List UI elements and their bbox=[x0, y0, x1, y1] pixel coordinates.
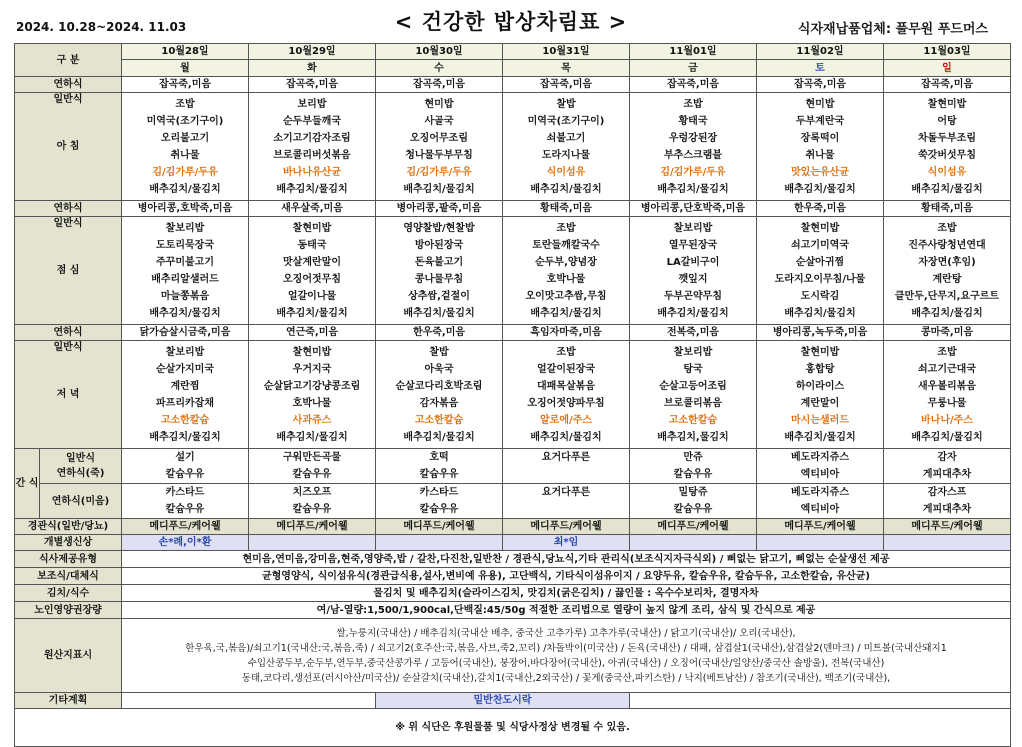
menu-cell bbox=[249, 341, 376, 449]
menu-item: 얼갈이나물 bbox=[287, 290, 337, 302]
menu-item: 쇠고기근대국 bbox=[918, 363, 976, 375]
yeonhasik-label: 연하식 bbox=[15, 325, 122, 341]
menu-item: 사과쥬스 bbox=[292, 414, 332, 426]
snack-item: 칼슘우유 bbox=[292, 469, 332, 480]
snack-item: 칼슘우유 bbox=[673, 504, 713, 515]
snack-item: 게피대추차 bbox=[922, 469, 972, 480]
menu-item: 찰밥 bbox=[429, 346, 449, 358]
menu-item: 순살코다리호박조림 bbox=[395, 380, 483, 392]
supplier-text: 식자재납품업체: 풀무원 푸드머스 bbox=[797, 22, 988, 37]
info-label: 식사제공유형 bbox=[15, 551, 122, 568]
menu-item: 브로콜리볶음 bbox=[664, 397, 722, 409]
birthday-label: 개별생신상 bbox=[15, 535, 122, 551]
yeonhasik-cell: 잡곡죽,미음 bbox=[630, 77, 757, 93]
menu-item: 배추김치/물김치 bbox=[784, 183, 856, 195]
snack-item: 카스타드 bbox=[165, 487, 205, 498]
menu-cell bbox=[122, 341, 249, 449]
menu-item: 마시는샐러드 bbox=[791, 414, 849, 426]
day-date: 11월01일 bbox=[630, 44, 757, 60]
menu-item: 배추김치/물김치 bbox=[276, 307, 348, 319]
menu-item: 미역국(조기구이) bbox=[146, 115, 224, 127]
menu-item: 조밥 bbox=[556, 346, 576, 358]
snack-item: 칼슘우유 bbox=[673, 469, 713, 480]
menu-item: 배추김치/물김치 bbox=[403, 431, 475, 443]
info-label: 노인영양권장량 bbox=[15, 602, 122, 619]
menu-item: 찰현미밥 bbox=[292, 346, 332, 358]
menu-item: 어탕 bbox=[937, 115, 957, 127]
menu-cell bbox=[249, 217, 376, 325]
menu-table bbox=[14, 43, 1011, 747]
menu-item: 오징어젓양파무침 bbox=[527, 397, 605, 409]
menu-cell bbox=[503, 93, 630, 201]
menu-item: 찰밥 bbox=[556, 98, 576, 110]
menu-item: 찰현미밥 bbox=[800, 346, 840, 358]
menu-item: 조밥 bbox=[175, 98, 195, 110]
menu-item: 차돌두부조림 bbox=[918, 132, 976, 144]
tube-cell: 메디푸드/케어웰 bbox=[249, 519, 376, 535]
other-empty bbox=[122, 693, 376, 709]
menu-item: 오리불고기 bbox=[160, 132, 210, 144]
snack-type-text: 일반식 bbox=[66, 453, 95, 464]
ilbansik-label: 일반식 bbox=[53, 341, 83, 353]
other-plan: 밑반찬도시락 bbox=[376, 693, 630, 709]
tube-label: 경관식(일반/당뇨) bbox=[15, 519, 122, 535]
yeonhasik-cell: 병아리콩,호박죽,미음 bbox=[122, 201, 249, 217]
menu-cell bbox=[376, 217, 503, 325]
menu-item: 배추김치/물김치 bbox=[911, 183, 983, 195]
day-date: 11월02일 bbox=[757, 44, 884, 60]
yeonhasik-cell: 한우죽,미음 bbox=[757, 201, 884, 217]
menu-item: 황태국 bbox=[678, 115, 708, 127]
menu-item: 열무된장국 bbox=[668, 239, 718, 251]
menu-item: 배추김치/물김치 bbox=[149, 183, 221, 195]
birthday-cell bbox=[630, 535, 757, 551]
menu-cell bbox=[630, 341, 757, 449]
meal-time-label: 점 심 bbox=[56, 264, 80, 276]
yeonhasik-cell: 잡곡죽,미음 bbox=[376, 77, 503, 93]
yeonhasik-cell: 잡곡죽,미음 bbox=[249, 77, 376, 93]
snack-item: 만쥬 bbox=[683, 452, 703, 463]
menu-item: 쇠고기미역국 bbox=[791, 239, 849, 251]
other-empty bbox=[630, 693, 1011, 709]
menu-item: 감자볶음 bbox=[419, 397, 459, 409]
origin-line: 한우육,국,볶음)/쇠고기1(국내산:국,볶음,죽) / 쇠고기2(호주산:국,볶음,사브,죽2,꼬리) /차돌박이(미국산) / 돈육(국내산) / 대패, 삼겹살1(국내산),삼겹살2(덴마크) / 미트볼(국내산돼지1 bbox=[185, 642, 947, 654]
menu-item: 콩나물무침 bbox=[414, 273, 464, 285]
menu-item: 우렁강된장 bbox=[668, 132, 718, 144]
menu-item: 바나나/주스 bbox=[921, 414, 973, 426]
yeonhasik-cell: 닭가슴살시금죽,미음 bbox=[122, 325, 249, 341]
menu-item: 찰현미밥 bbox=[800, 222, 840, 234]
menu-item: 조밥 bbox=[937, 222, 957, 234]
menu-item: 순살아귀찜 bbox=[795, 256, 845, 268]
snack-item: 칼슘우유 bbox=[292, 504, 332, 515]
birthday-cell bbox=[249, 535, 376, 551]
yeonhasik-cell: 잡곡죽,미음 bbox=[757, 77, 884, 93]
menu-item: 오징어무조림 bbox=[410, 132, 468, 144]
tube-cell: 메디푸드/케어웰 bbox=[757, 519, 884, 535]
yeonhasik-cell: 잡곡죽,미음 bbox=[503, 77, 630, 93]
menu-item: 순두부,양념장 bbox=[535, 256, 597, 268]
snack-item: 치즈오프 bbox=[292, 487, 332, 498]
snack-cell bbox=[376, 449, 503, 484]
snack-item: 감자스프 bbox=[927, 487, 967, 498]
menu-item: 우거지국 bbox=[292, 363, 332, 375]
menu-item: 찰보리밥 bbox=[673, 346, 713, 358]
menu-item: 배추김치/물김치 bbox=[911, 307, 983, 319]
snack-cell bbox=[884, 484, 1011, 519]
menu-item: 장록떡이 bbox=[800, 132, 840, 144]
info-label: 보조식/대체식 bbox=[15, 568, 122, 585]
menu-cell bbox=[630, 93, 757, 201]
day-name: 화 bbox=[249, 60, 376, 77]
meal-label bbox=[15, 93, 122, 201]
menu-item: 배추김치/물김치 bbox=[657, 307, 729, 319]
snack-item: 칼슘우유 bbox=[165, 469, 205, 480]
menu-item: 순살가지미국 bbox=[156, 363, 214, 375]
menu-item: 계란찜 bbox=[170, 380, 200, 392]
menu-item: 찰보리밥 bbox=[165, 346, 205, 358]
snack-cell bbox=[630, 449, 757, 484]
day-name: 토 bbox=[757, 60, 884, 77]
menu-item: 배추김치/물김치 bbox=[276, 183, 348, 195]
menu-item: 배추김치/물김치 bbox=[530, 183, 602, 195]
menu-cell bbox=[757, 93, 884, 201]
menu-item: 배추김치/물김치 bbox=[657, 183, 729, 195]
menu-item: 사골국 bbox=[424, 115, 454, 127]
snack-item: 게피대추차 bbox=[922, 504, 972, 515]
day-name: 수 bbox=[376, 60, 503, 77]
menu-item: 배추김치/물김치 bbox=[276, 431, 348, 443]
menu-item: 진주사랑청년연대 bbox=[908, 239, 986, 251]
birthday-cell: 손*례,이*환 bbox=[122, 535, 249, 551]
menu-item: 대패목살볶음 bbox=[537, 380, 595, 392]
snack-item: 요거다푸른 bbox=[541, 452, 591, 463]
menu-cell bbox=[122, 217, 249, 325]
menu-table-body bbox=[15, 44, 1011, 747]
yeonhasik-cell: 연근죽,미음 bbox=[249, 325, 376, 341]
menu-item: 고소한칼슘 bbox=[668, 414, 718, 426]
origin-label: 원산지표시 bbox=[15, 619, 122, 693]
menu-cell bbox=[884, 93, 1011, 201]
menu-item: 배추김치/물김치 bbox=[403, 183, 475, 195]
snack-cell bbox=[503, 449, 630, 484]
menu-item: 배추김치/물김치 bbox=[784, 431, 856, 443]
day-name: 금 bbox=[630, 60, 757, 77]
menu-item: 배추김치/물김치 bbox=[149, 307, 221, 319]
menu-item: 조밥 bbox=[683, 98, 703, 110]
menu-item: 돈육불고기 bbox=[414, 256, 464, 268]
menu-cell bbox=[884, 341, 1011, 449]
menu-item: 깻잎지 bbox=[678, 273, 708, 285]
snack-cell bbox=[249, 449, 376, 484]
menu-item: 고소한칼슘 bbox=[160, 414, 210, 426]
birthday-cell bbox=[376, 535, 503, 551]
menu-item: 호박나물 bbox=[546, 273, 586, 285]
menu-item: 도토리묵장국 bbox=[156, 239, 214, 251]
yeonhasik-cell: 콩마죽,미음 bbox=[884, 325, 1011, 341]
snack-type-text: 연하식(미음) bbox=[51, 495, 110, 507]
menu-item: 취나물 bbox=[805, 149, 835, 161]
menu-item: 취나물 bbox=[170, 149, 200, 161]
menu-item: 청나물두부무침 bbox=[405, 149, 473, 161]
menu-item: 브로콜리버섯볶음 bbox=[273, 149, 351, 161]
snack-item: 베도라지쥬스 bbox=[791, 452, 849, 463]
snack-type-text: 연하식(죽) bbox=[56, 468, 105, 479]
menu-item: 오징어젓무침 bbox=[283, 273, 341, 285]
menu-item: 주꾸미불고기 bbox=[156, 256, 214, 268]
menu-item: 계란말이 bbox=[800, 397, 840, 409]
snack-item: 밀탕쥬 bbox=[678, 487, 708, 498]
menu-item: 소기고기감자조림 bbox=[273, 132, 351, 144]
menu-item: 배추김치/물김치 bbox=[911, 431, 983, 443]
snack-cell bbox=[884, 449, 1011, 484]
snack-item: 카스타드 bbox=[419, 487, 459, 498]
menu-cell bbox=[757, 217, 884, 325]
menu-item: 배추김치/물김치 bbox=[530, 431, 602, 443]
menu-item: 부추스크램블 bbox=[664, 149, 722, 161]
menu-item: 도라지오이무침/나물 bbox=[774, 273, 866, 285]
menu-item: LA갈비구이 bbox=[666, 256, 720, 268]
menu-item: 계란탕 bbox=[932, 273, 962, 285]
origin-line: 동태,코다리,생선포(러시아산/미국산)/ 순살갈치(국내산),갈치1(국내산,2외국산) / 꽃게(중국산,파키스탄) / 낙지(베트남산) / 참조기(국내산), 백조기(국내산), bbox=[241, 672, 891, 684]
menu-cell bbox=[630, 217, 757, 325]
menu-item: 알로에/주스 bbox=[540, 414, 592, 426]
footnote: ※ 위 식단은 후원물품 및 식당사정상 변경될 수 있음. bbox=[15, 709, 1011, 747]
menu-item: 순살고등어조림 bbox=[659, 380, 727, 392]
snack-cell bbox=[249, 484, 376, 519]
info-label: 김치/식수 bbox=[15, 585, 122, 602]
day-date: 11월03일 bbox=[884, 44, 1011, 60]
snack-item: 칼슘우유 bbox=[419, 504, 459, 515]
menu-item: 바나나유산균 bbox=[283, 166, 341, 178]
info-text: 현미음,연미음,강미음,현죽,영양죽,밥 / 갈찬,다진찬,일반찬 / 경관식,당뇨식,기타 관리식(보조식지자극식외) / 삐없는 닭고기, 삐없는 순살생선 제공 bbox=[122, 551, 1011, 568]
menu-item: 찰현미밥 bbox=[927, 98, 967, 110]
menu-item: 맛살계란말이 bbox=[283, 256, 341, 268]
menu-item: 방아된장국 bbox=[414, 239, 464, 251]
menu-item: 오이맛고추쌈,무침 bbox=[525, 290, 607, 302]
yeonhasik-cell: 황태죽,미음 bbox=[503, 201, 630, 217]
menu-item: 순두부들깨국 bbox=[283, 115, 341, 127]
menu-item: 배추김치/물김치 bbox=[403, 307, 475, 319]
menu-item: 아욱국 bbox=[424, 363, 454, 375]
meal-time-label: 저 녁 bbox=[56, 388, 80, 400]
menu-item: 도시락김 bbox=[800, 290, 840, 302]
snack-item: 베도라지쥬스 bbox=[791, 487, 849, 498]
menu-item: 파프리카잡채 bbox=[156, 397, 214, 409]
menu-item: 찰보리밥 bbox=[673, 222, 713, 234]
menu-item: 배추김치/물김치 bbox=[149, 431, 221, 443]
snack-item: 칼슘우유 bbox=[165, 504, 205, 515]
snack-item: 감자 bbox=[937, 452, 957, 463]
menu-item: 김/김가루/두유 bbox=[152, 166, 218, 178]
snack-cell bbox=[376, 484, 503, 519]
snack-item bbox=[503, 501, 629, 518]
snack-cell bbox=[122, 484, 249, 519]
birthday-cell: 최*임 bbox=[503, 535, 630, 551]
menu-item: 배추김치/물김치 bbox=[784, 307, 856, 319]
yeonhasik-label: 연하식 bbox=[15, 201, 122, 217]
menu-item: 무룽나물 bbox=[927, 397, 967, 409]
day-date: 10월28일 bbox=[122, 44, 249, 60]
menu-item: 식이섬유 bbox=[546, 166, 586, 178]
birthday-cell bbox=[757, 535, 884, 551]
menu-item: 배추김치,물김치 bbox=[657, 431, 729, 443]
menu-cell bbox=[503, 217, 630, 325]
snack-item: 엑티비아 bbox=[800, 469, 840, 480]
day-date: 10월30일 bbox=[376, 44, 503, 60]
menu-item: 하이라이스 bbox=[795, 380, 845, 392]
tube-cell: 메디푸드/케어웰 bbox=[122, 519, 249, 535]
snack-type-label bbox=[40, 449, 122, 484]
menu-item: 홍합탕 bbox=[805, 363, 835, 375]
menu-item: 김/김가루/두유 bbox=[406, 166, 472, 178]
menu-item: 순살닭고기강냥콩조림 bbox=[263, 380, 361, 392]
menu-item: 상추쌈,겉절이 bbox=[408, 290, 470, 302]
yeonhasik-cell: 황태죽,미음 bbox=[884, 201, 1011, 217]
day-name: 목 bbox=[503, 60, 630, 77]
tube-cell: 메디푸드/케어웰 bbox=[884, 519, 1011, 535]
menu-item: 현미밥 bbox=[805, 98, 835, 110]
menu-item: 자장면(후임) bbox=[918, 256, 976, 268]
menu-item: 동태국 bbox=[297, 239, 327, 251]
page-title: < 건강한 밥상차림표 > bbox=[394, 10, 628, 34]
menu-item: 토란들깨칼국수 bbox=[532, 239, 600, 251]
menu-item: 보리밥 bbox=[297, 98, 327, 110]
menu-item: 김/김가루/두유 bbox=[660, 166, 726, 178]
snack-cell bbox=[503, 484, 630, 519]
gubun-label: 구 분 bbox=[15, 44, 122, 77]
origin-line: 쌀,누룽지(국내산) / 배추김치(국내산 배추, 중국산 고추가루) 고추가루(국내산) / 닭고기(국내산)/ 오리(국내산), bbox=[336, 627, 796, 639]
tube-cell: 메디푸드/케어웰 bbox=[503, 519, 630, 535]
menu-cell bbox=[884, 217, 1011, 325]
menu-cell bbox=[503, 341, 630, 449]
meal-label bbox=[15, 217, 122, 325]
menu-item: 두부곤약무침 bbox=[664, 290, 722, 302]
snack-item: 설기 bbox=[175, 452, 195, 463]
meal-label bbox=[15, 341, 122, 449]
menu-item: 영양찰밥/현찰밥 bbox=[403, 222, 475, 234]
menu-cell bbox=[249, 93, 376, 201]
menu-item: 식이섬유 bbox=[927, 166, 967, 178]
yeonhasik-cell: 전복죽,미음 bbox=[630, 325, 757, 341]
menu-item: 쑥갓버섯무침 bbox=[918, 149, 976, 161]
yeonhasik-cell: 잡곡죽,미음 bbox=[884, 77, 1011, 93]
yeonhasik-label: 연하식 bbox=[15, 77, 122, 93]
yeonhasik-cell: 잡곡죽,미음 bbox=[122, 77, 249, 93]
snack-item bbox=[503, 466, 629, 483]
snack-cell bbox=[630, 484, 757, 519]
info-text: 물김치 및 배추김치(슬라이스김치, 맛김치(굵은김치) / 끓인물 : 옥수수보리차, 결명자차 bbox=[122, 585, 1011, 602]
menu-item: 조밥 bbox=[937, 346, 957, 358]
menu-item: 찰보리밥 bbox=[165, 222, 205, 234]
day-date: 10월31일 bbox=[503, 44, 630, 60]
info-text: 균형영양식, 식이섬유식(경관급식용,설사,변비예 유용), 고단백식, 기타식이섬유이지 / 요양두유, 칼슘우유, 칼슘두유, 고소한칼슘, 유산균) bbox=[122, 568, 1011, 585]
menu-item: 호박나물 bbox=[292, 397, 332, 409]
info-text: 여/남-열량:1,500/1,900cal,단백질:45/50g 적절한 조리법으로 열량이 높지 않게 조리, 삼식 및 간식으로 제공 bbox=[122, 602, 1011, 619]
snack-label: 간 식 bbox=[15, 449, 40, 519]
menu-item: 탕국 bbox=[683, 363, 703, 375]
menu-item: 맛있는유산균 bbox=[791, 166, 849, 178]
yeonhasik-cell: 병아리콩,녹두죽,미음 bbox=[757, 325, 884, 341]
ilbansik-label: 일반식 bbox=[53, 93, 83, 105]
day-name: 월 bbox=[122, 60, 249, 77]
snack-item: 구워만든곡물 bbox=[283, 452, 341, 463]
yeonhasik-cell: 새우살죽,미음 bbox=[249, 201, 376, 217]
menu-item: 마늘쫑볶음 bbox=[160, 290, 210, 302]
menu-item: 찰현미밥 bbox=[292, 222, 332, 234]
yeonhasik-cell: 한우죽,미음 bbox=[376, 325, 503, 341]
menu-item: 현미밥 bbox=[424, 98, 454, 110]
origin-text bbox=[122, 619, 1011, 693]
meal-time-label: 아 침 bbox=[56, 140, 80, 152]
menu-item: 배추리알샐러드 bbox=[151, 273, 219, 285]
snack-cell bbox=[757, 449, 884, 484]
menu-item: 새우볼리볶음 bbox=[918, 380, 976, 392]
menu-item: 얼갈이된장국 bbox=[537, 363, 595, 375]
menu-item: 조밥 bbox=[556, 222, 576, 234]
snack-type-label bbox=[40, 484, 122, 519]
day-name: 일 bbox=[884, 60, 1011, 77]
menu-item: 고소한칼슘 bbox=[414, 414, 464, 426]
other-label: 기타계획 bbox=[15, 693, 122, 709]
menu-item: 두부계란국 bbox=[795, 115, 845, 127]
menu-cell bbox=[122, 93, 249, 201]
yeonhasik-cell: 흑임자마죽,미음 bbox=[503, 325, 630, 341]
period-text: 2024. 10.28~2024. 11.03 bbox=[16, 20, 187, 34]
menu-item: 클만두,단무지,요구르트 bbox=[894, 290, 1000, 302]
snack-item: 요거다푸른 bbox=[541, 487, 591, 498]
ilbansik-label: 일반식 bbox=[53, 217, 83, 229]
menu-item: 미역국(조기구이) bbox=[527, 115, 605, 127]
menu-item: 도라지나물 bbox=[541, 149, 591, 161]
yeonhasik-cell: 병아리콩,팥죽,미음 bbox=[376, 201, 503, 217]
snack-item: 칼슘우유 bbox=[419, 469, 459, 480]
birthday-cell bbox=[884, 535, 1011, 551]
yeonhasik-cell: 병아리콩,단호박죽,미음 bbox=[630, 201, 757, 217]
menu-item: 배추김치/물김치 bbox=[530, 307, 602, 319]
menu-cell bbox=[376, 341, 503, 449]
day-date: 10월29일 bbox=[249, 44, 376, 60]
tube-cell: 메디푸드/케어웰 bbox=[376, 519, 503, 535]
header bbox=[0, 0, 1022, 44]
snack-cell bbox=[757, 484, 884, 519]
snack-cell bbox=[122, 449, 249, 484]
snack-item: 엑티비아 bbox=[800, 504, 840, 515]
tube-cell: 메디푸드/케어웰 bbox=[630, 519, 757, 535]
menu-cell bbox=[376, 93, 503, 201]
origin-line: 수입산콩두부,순두부,연두부,중국산콩가루 / 고등어(국내산), 붕장어,바다장어(국내산), 아귀(국내산) / 오징어(국내산/일양산/중국산 솔방울), 전복(국내산) bbox=[247, 657, 885, 669]
menu-cell bbox=[757, 341, 884, 449]
snack-item: 호떡 bbox=[429, 452, 449, 463]
menu-item: 쇠불고기 bbox=[546, 132, 586, 144]
